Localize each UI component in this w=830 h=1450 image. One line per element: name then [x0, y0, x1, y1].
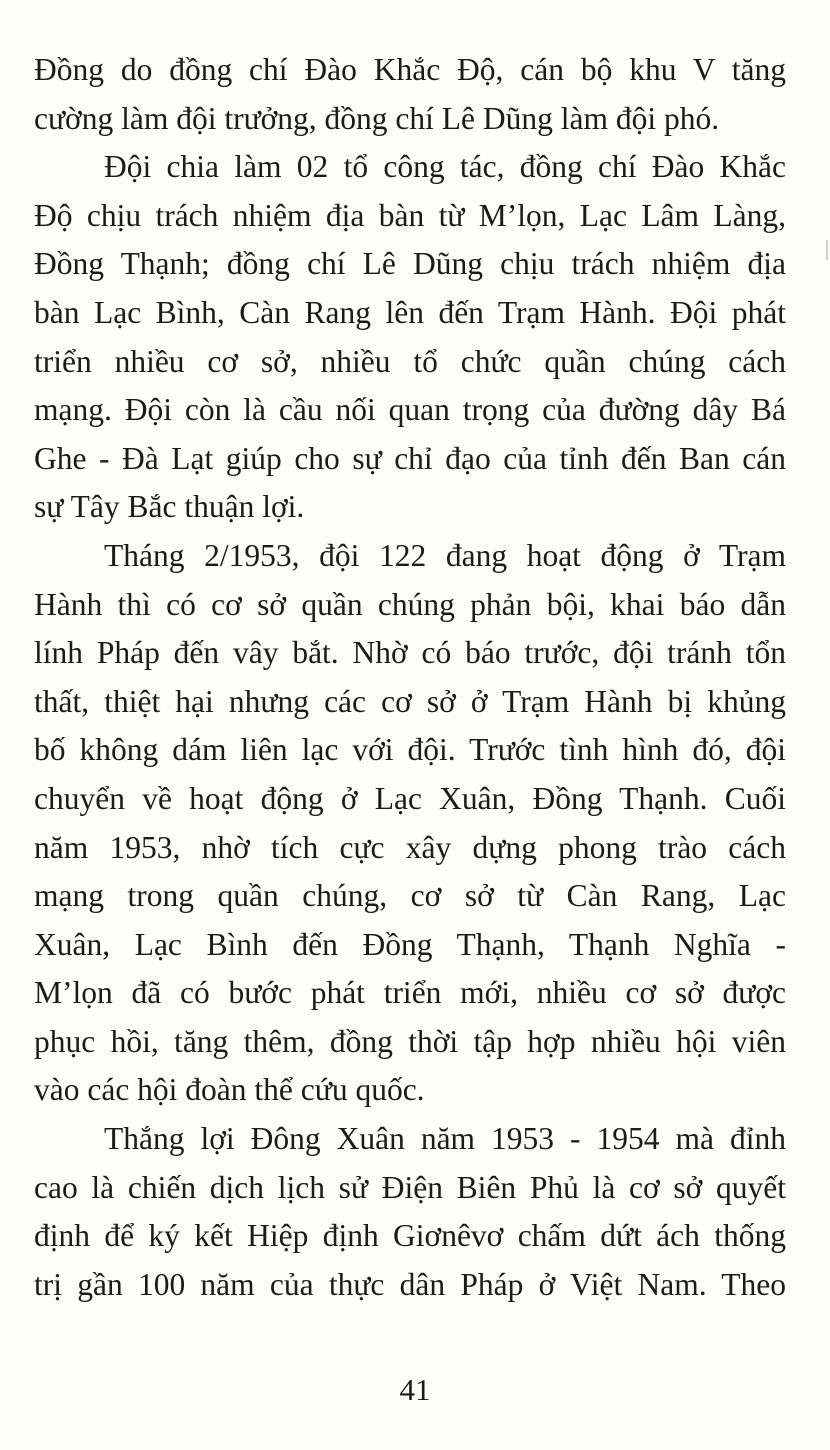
text-line: Hành thì có cơ sở quần chúng phản bội, khai báo dẫn	[34, 586, 786, 622]
text-line: cao là chiến dịch lịch sử Điện Biên Phủ là cơ sở quyết	[34, 1169, 786, 1205]
text-line: Độ chịu trách nhiệm địa bàn từ M’lọn, Lạc Lâm Làng,	[34, 197, 786, 233]
text-line: Ghe - Đà Lạt giúp cho sự chỉ đạo của tỉnh đến Ban cán	[34, 440, 786, 476]
body-text	[34, 46, 786, 1309]
text-line: phục hồi, tăng thêm, đồng thời tập hợp nhiều hội viên	[34, 1023, 786, 1059]
text-line: bàn Lạc Bình, Càn Rang lên đến Trạm Hành. Đội phát	[34, 294, 786, 330]
text-line: Đồng do đồng chí Đào Khắc Độ, cán bộ khu V tăng	[34, 52, 786, 87]
text-line: triển nhiều cơ sở, nhiều tổ chức quần chúng cách	[34, 343, 786, 379]
text-line: bố không dám liên lạc với đội. Trước tình hình đó, đội	[34, 732, 786, 768]
text-line: thất, thiệt hại nhưng các cơ sở ở Trạm Hành bị khủng	[34, 683, 786, 719]
text-line: mạng. Đội còn là cầu nối quan trọng của đường dây Bá	[34, 392, 786, 428]
text-line: định để ký kết Hiệp định Giơnêvơ chấm dứt ách thống	[34, 1218, 786, 1254]
text-line: mạng trong quần chúng, cơ sở từ Càn Rang, Lạc	[34, 878, 786, 914]
text-line: M’lọn đã có bước phát triển mới, nhiều cơ sở được	[34, 975, 786, 1011]
paragraph-first-line: Tháng 2/1953, đội 122 đang hoạt động ở Trạm	[104, 537, 786, 573]
text-line: Xuân, Lạc Bình đến Đồng Thạnh, Thạnh Nghĩa -	[34, 926, 786, 962]
scan-edge-mark	[826, 240, 828, 260]
text-line: Đồng Thạnh; đồng chí Lê Dũng chịu trách nhiệm địa	[34, 246, 786, 282]
page-number: 41	[399, 1372, 431, 1407]
text-line: sự Tây Bắc thuận lợi.	[34, 489, 305, 525]
paragraph-first-line: Thắng lợi Đông Xuân năm 1953 - 1954 mà đỉnh	[104, 1121, 786, 1157]
text-line: cường làm đội trưởng, đồng chí Lê Dũng làm đội phó.	[34, 100, 720, 136]
paragraph-first-line: Đội chia làm 02 tổ công tác, đồng chí Đào Khắc	[104, 149, 786, 185]
text-line: lính Pháp đến vây bắt. Nhờ có báo trước, đội tránh tổn	[34, 635, 786, 671]
text-line: chuyển về hoạt động ở Lạc Xuân, Đồng Thạnh. Cuối	[34, 780, 786, 816]
text-line: trị gần 100 năm của thực dân Pháp ở Việt Nam. Theo	[34, 1266, 786, 1302]
text-line: vào các hội đoàn thể cứu quốc.	[34, 1072, 425, 1108]
text-line: năm 1953, nhờ tích cực xây dựng phong trào cách	[34, 829, 786, 865]
